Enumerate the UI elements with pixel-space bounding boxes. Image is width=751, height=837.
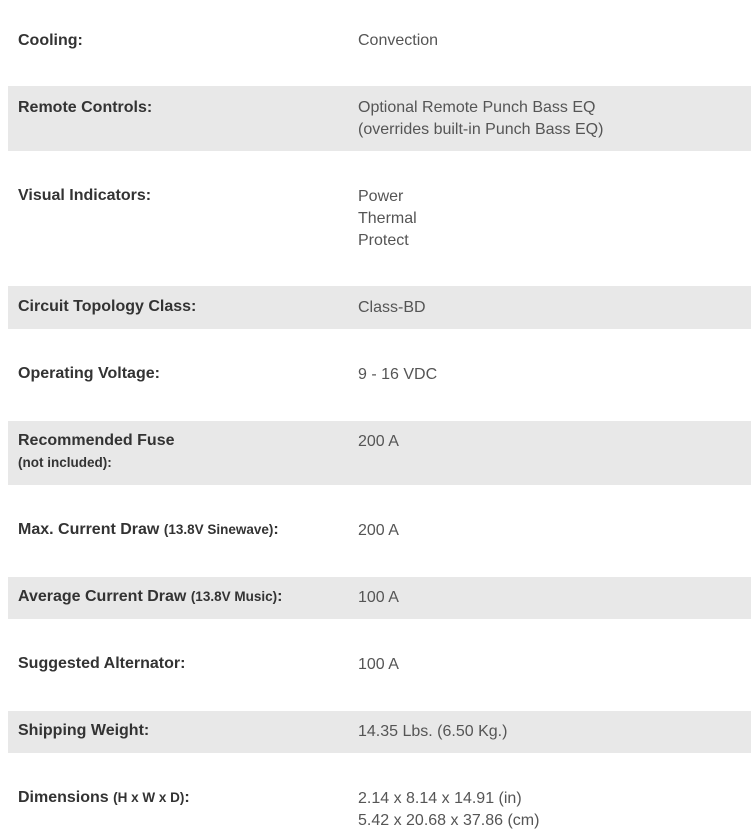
spec-label-suffix: : [277,588,283,605]
spec-label-suffix: : [273,521,279,538]
spec-row-max-current-draw [8,485,751,577]
spec-value [358,297,426,319]
spec-value-line: 100 A [358,589,399,606]
spec-label [18,787,190,809]
spec-label-text: Dimensions [18,789,109,806]
spec-value-line: Power [358,188,404,205]
spec-value-line: Thermal [358,210,417,227]
spec-label-text: Visual Indicators: [18,187,152,204]
spec-value-line: 100 A [358,656,399,673]
spec-row-circuit-topology [8,286,751,329]
spec-label [18,30,83,52]
spec-label-note: (13.8V Sinewave) [163,522,274,537]
spec-value-line: Convection [358,32,439,49]
spec-label-text: Circuit Topology Class: [18,298,197,315]
spec-label-text: Average Current Draw [18,588,187,605]
spec-value [358,520,399,542]
spec-value [358,30,438,52]
spec-label [18,185,151,207]
spec-value-line: Optional Remote Punch Bass EQ [358,99,596,116]
spec-value-line: 14.35 Lbs. (6.50 Kg.) [358,723,508,740]
spec-label-text: Remote Controls: [18,99,153,116]
spec-row-cooling [8,0,751,86]
spec-value-line: 5.42 x 20.68 x 37.86 (cm) [358,812,540,829]
spec-value [358,654,399,676]
spec-label-text: Cooling: [18,32,83,49]
spec-value-line: 2.14 x 8.14 x 14.91 (in) [358,790,522,807]
spec-value [358,186,417,252]
spec-label [18,519,279,541]
spec-value [358,587,399,609]
spec-label-note: (not included): [18,455,112,470]
spec-label [18,97,152,119]
spec-label-text: Recommended Fuse [18,432,175,449]
spec-row-dimensions [8,753,751,837]
spec-label-note: (H x W x D) [113,790,185,805]
spec-label-text: Operating Voltage: [18,365,160,382]
spec-label-text: Max. Current Draw [18,521,160,538]
spec-row-shipping-weight [8,711,751,753]
spec-row-recommended-fuse [8,421,751,485]
spec-value [358,97,603,141]
spec-label-suffix: : [184,789,190,806]
spec-label [18,296,196,318]
spec-value-line: Protect [358,232,409,249]
spec-label-note: (13.8V Music) [190,589,278,604]
spec-row-average-current-draw [8,577,751,619]
spec-value [358,788,539,832]
spec-value-line: 200 A [358,433,399,450]
spec-label [18,653,185,675]
spec-value-line: (overrides built-in Punch Bass EQ) [358,121,604,138]
spec-label [18,586,282,608]
spec-row-suggested-alternator [8,619,751,711]
spec-value [358,721,507,743]
spec-label [18,720,149,742]
spec-value [358,364,437,386]
spec-row-remote-controls [8,86,751,151]
spec-label-text: Suggested Alternator: [18,655,186,672]
spec-row-operating-voltage [8,329,751,421]
spec-label [18,430,174,474]
spec-value-line: 9 - 16 VDC [358,366,438,383]
spec-label [18,363,160,385]
spec-label-text: Shipping Weight: [18,722,150,739]
spec-row-visual-indicators [8,151,751,286]
spec-value-line: 200 A [358,522,399,539]
spec-value [358,431,399,453]
spec-value-line: Class-BD [358,299,426,316]
